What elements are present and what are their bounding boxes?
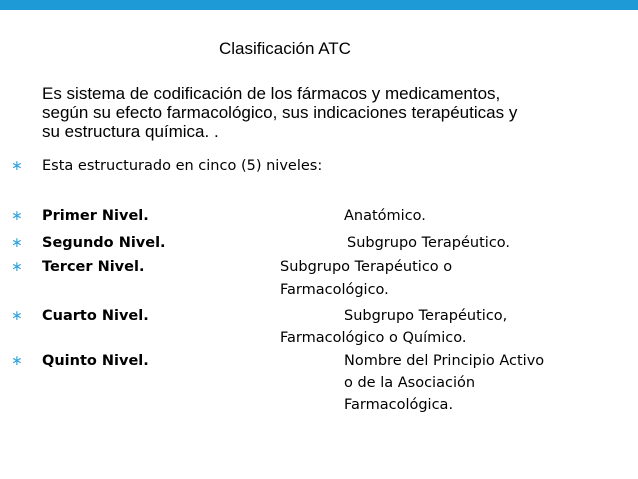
- bullet-icon: ∗: [11, 158, 23, 174]
- bullet-icon: ∗: [11, 208, 23, 224]
- level-description: Anatómico.: [344, 208, 426, 224]
- level-name: Quinto Nivel.: [42, 353, 149, 369]
- level-description: Farmacológico o Químico.: [280, 330, 467, 346]
- level-description: Farmacológica.: [344, 397, 454, 413]
- level-name: Cuarto Nivel.: [42, 308, 149, 324]
- level-description: Subgrupo Terapéutico o: [280, 259, 453, 275]
- intro-paragraph: [42, 84, 628, 141]
- intro-line: según su efecto farmacológico, sus indicaciones terapéuticas y: [42, 103, 518, 122]
- level-description: Subgrupo Terapéutico.: [347, 235, 511, 251]
- intro-line: su estructura química. .: [42, 122, 219, 141]
- level-description: Nombre del Principio Activo: [344, 353, 545, 369]
- level-description: Subgrupo Terapéutico,: [344, 308, 508, 324]
- level-name: Tercer Nivel.: [42, 259, 145, 275]
- slide-title: Clasificación ATC: [219, 39, 351, 58]
- bullet-icon: ∗: [11, 353, 23, 369]
- bullet-icon: ∗: [11, 308, 23, 324]
- level-name: Primer Nivel.: [42, 208, 149, 224]
- level-description: Farmacológico.: [280, 282, 389, 298]
- structure-note: Esta estructurado en cinco (5) niveles:: [42, 158, 323, 174]
- level-name: Segundo Nivel.: [42, 235, 166, 251]
- top-accent-bar: [0, 0, 638, 10]
- intro-line: Es sistema de codificación de los fármacos y medicamentos,: [42, 84, 501, 103]
- bullet-icon: ∗: [11, 235, 23, 251]
- level-description: o de la Asociación: [344, 375, 476, 391]
- bullet-icon: ∗: [11, 259, 23, 275]
